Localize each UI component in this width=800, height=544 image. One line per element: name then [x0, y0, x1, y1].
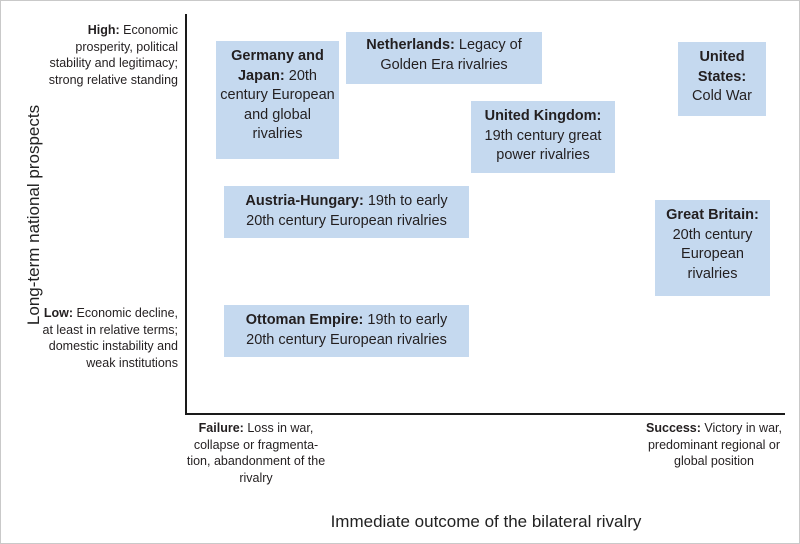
- case-rivalry: 20th century European and global rivalries: [220, 67, 335, 142]
- case-country: Ottoman Empire:: [245, 312, 364, 328]
- case-rivalry: 20th century European rivalries: [672, 226, 753, 282]
- x-failure-term: Failure:: [198, 421, 244, 435]
- case-rivalry: 19th to early 20th century European rivalries: [246, 193, 448, 229]
- case-austria-hungary: [224, 186, 469, 238]
- x-success-desc: Victory in war, predominant regional or global position: [647, 421, 782, 468]
- case-country: Great Britain:: [666, 207, 759, 223]
- x-failure-desc: Loss in war, collapse or fragmenta-tion, abandonment of the rivalry: [186, 421, 326, 485]
- case-country: United Kingdom:: [484, 108, 602, 124]
- case-country: United States:: [697, 49, 747, 85]
- y-low-term: Low:: [43, 306, 74, 320]
- y-low-desc: Economic decline, at least in relative terms; domestic instability and weak institutions: [42, 306, 178, 370]
- case-united-kingdom: [471, 101, 615, 173]
- y-axis-line: [185, 14, 187, 415]
- case-rivalry: Cold War: [692, 88, 752, 104]
- y-high-desc: Economic prosperity, political stability and legitimacy; strong relative standing: [48, 23, 178, 87]
- case-country: Netherlands:: [366, 37, 455, 53]
- case-ottoman-empire: [224, 305, 469, 357]
- case-germany-japan: [216, 41, 339, 159]
- x-success-label: [640, 420, 788, 470]
- case-great-britain: [655, 200, 770, 296]
- y-high-label: [40, 22, 178, 88]
- case-rivalry: 19th century great power rivalries: [484, 127, 602, 163]
- case-country: Germany and Japan:: [231, 48, 324, 84]
- x-axis-line: [185, 413, 785, 415]
- case-country: Austria-Hungary:: [245, 193, 364, 209]
- case-rivalry: 19th to early 20th century European rivalries: [246, 312, 448, 348]
- x-success-term: Success:: [646, 421, 701, 435]
- y-high-term: High:: [87, 23, 120, 37]
- case-netherlands: [346, 32, 542, 84]
- case-rivalry: Legacy of Golden Era rivalries: [380, 37, 522, 73]
- y-axis-title: Long-term national prospects: [24, 104, 43, 326]
- x-failure-label: [186, 420, 326, 486]
- x-axis-title: Immediate outcome of the bilateral rivalry: [330, 512, 642, 531]
- y-low-label: [40, 305, 178, 371]
- case-united-states: [678, 42, 766, 116]
